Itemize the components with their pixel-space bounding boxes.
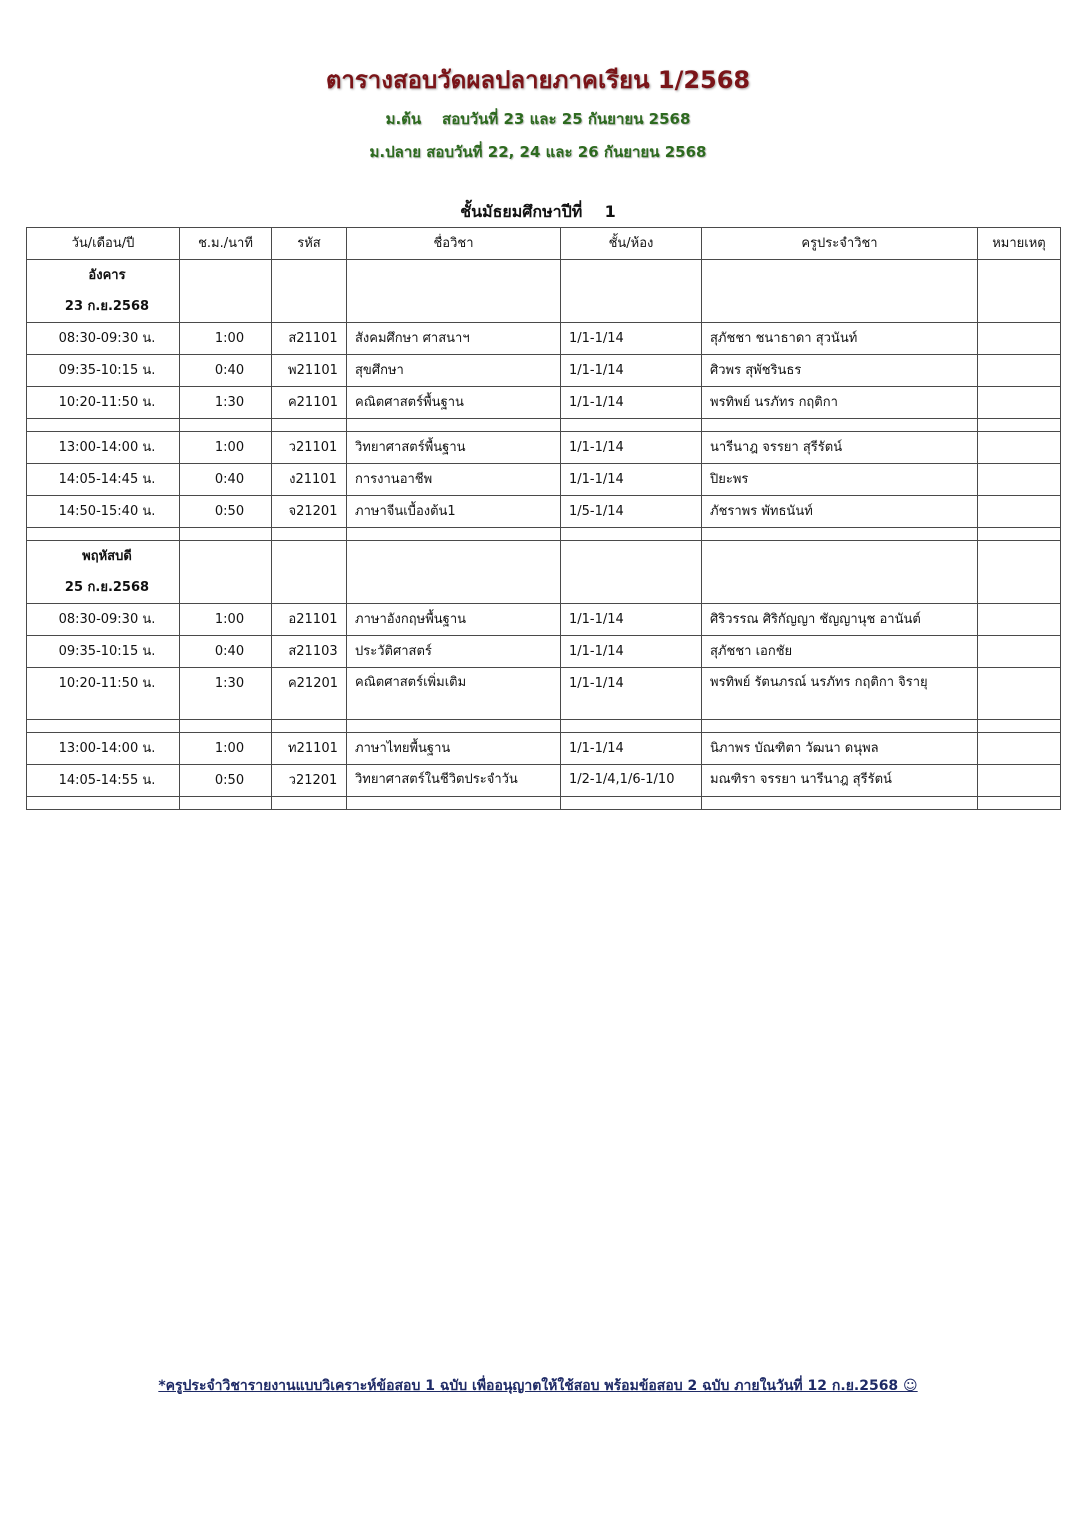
day-cell — [27, 541, 180, 604]
time-cell: 14:05-14:45 น. — [27, 464, 180, 496]
code-cell: ง21101 — [272, 464, 347, 496]
room-cell: 1/1-1/14 — [561, 604, 702, 636]
teacher-cell: สุภัชชา เอกชัย — [702, 636, 978, 668]
duration-cell: 1:30 — [180, 668, 272, 720]
day-date: 25 ก.ย.2568 — [64, 580, 150, 595]
time-cell: 08:30-09:30 น. — [27, 604, 180, 636]
table-row — [27, 668, 1061, 720]
time-cell: 13:00-14:00 น. — [27, 733, 180, 765]
table-row — [27, 323, 1061, 355]
time-cell: 09:35-10:15 น. — [27, 636, 180, 668]
day-date: 23 ก.ย.2568 — [64, 299, 150, 314]
subject-cell: ภาษาอังกฤษพื้นฐาน — [347, 604, 561, 636]
teacher-cell: ภัชราพร พัทธนันท์ — [702, 496, 978, 528]
exam-schedule-table — [26, 227, 1061, 810]
spacer-row — [27, 720, 1061, 733]
spacer-row — [27, 528, 1061, 541]
junior-exam-dates: ม.ต้น สอบวันที่ 23 และ 25 กันยายน 2568 — [385, 110, 691, 128]
duration-cell: 0:40 — [180, 464, 272, 496]
time-cell: 10:20-11:50 น. — [27, 387, 180, 419]
header-teacher: ครูประจำวิชา — [702, 228, 978, 260]
header-code: รหัส — [272, 228, 347, 260]
time-cell: 14:05-14:55 น. — [27, 765, 180, 797]
header-duration: ช.ม./นาที — [180, 228, 272, 260]
room-cell: 1/1-1/14 — [561, 323, 702, 355]
table-row — [27, 733, 1061, 765]
remark-cell — [978, 432, 1061, 464]
day-cell — [27, 260, 180, 323]
remark-cell — [978, 464, 1061, 496]
remark-cell — [978, 355, 1061, 387]
subject-cell: คณิตศาสตร์เพิ่มเติม — [347, 668, 561, 720]
table-row — [27, 765, 1061, 797]
room-cell: 1/1-1/14 — [561, 636, 702, 668]
table-row — [27, 432, 1061, 464]
day-row — [27, 260, 1061, 323]
teacher-cell: นิภาพร บัณฑิตา วัฒนา ดนุพล — [702, 733, 978, 765]
footer-note: *ครูประจำวิชารายงานแบบวิเคราะห์ข้อสอบ 1 ฉบับ เพื่ออนุญาตให้ใช้สอบ พร้อมข้อสอบ 2 ฉบับ ภายในวันที่ 12 ก.ย.2568 ☺ — [158, 1378, 918, 1394]
teacher-cell: ศิวพร สุพัชรินธร — [702, 355, 978, 387]
table-row — [27, 636, 1061, 668]
remark-cell — [978, 765, 1061, 797]
page-title: ตารางสอบวัดผลปลายภาคเรียน 1/2568 — [325, 66, 751, 94]
subject-cell: วิทยาศาสตร์พื้นฐาน — [347, 432, 561, 464]
header-subject: ชื่อวิชา — [347, 228, 561, 260]
table-header-row — [27, 228, 1061, 260]
subject-cell: ประวัติศาสตร์ — [347, 636, 561, 668]
duration-cell: 0:50 — [180, 496, 272, 528]
teacher-cell: นารีนาฎ จรรยา สุรีรัตน์ — [702, 432, 978, 464]
subject-cell: วิทยาศาสตร์ในชีวิตประจำวัน — [347, 765, 561, 797]
day-weekday: พฤหัสบดี — [82, 549, 132, 564]
day-row — [27, 541, 1061, 604]
duration-cell: 0:50 — [180, 765, 272, 797]
room-cell: 1/1-1/14 — [561, 733, 702, 765]
teacher-line-1: พรทิพย์ รัตนภรณ์ นรภัทร — [710, 675, 851, 690]
teacher-cell: สุภัชชา ชนาธาดา สุวนันท์ — [702, 323, 978, 355]
spacer-row — [27, 797, 1061, 810]
remark-cell — [978, 387, 1061, 419]
subject-cell: ภาษาไทยพื้นฐาน — [347, 733, 561, 765]
code-cell: จ21201 — [272, 496, 347, 528]
day-weekday: อังคาร — [88, 268, 126, 283]
grade-level-heading: ชั้นมัธยมศึกษาปีที่ 1 — [460, 202, 616, 221]
room-cell: 1/1-1/14 — [561, 668, 702, 720]
duration-cell: 1:00 — [180, 604, 272, 636]
senior-exam-dates: ม.ปลาย สอบวันที่ 22, 24 และ 26 กันยายน 2568 — [369, 143, 707, 161]
header-room: ชั้น/ห้อง — [561, 228, 702, 260]
time-cell: 14:50-15:40 น. — [27, 496, 180, 528]
time-cell: 09:35-10:15 น. — [27, 355, 180, 387]
duration-cell: 1:00 — [180, 733, 272, 765]
code-cell: ท21101 — [272, 733, 347, 765]
code-cell: อ21101 — [272, 604, 347, 636]
room-cell: 1/1-1/14 — [561, 387, 702, 419]
time-cell: 13:00-14:00 น. — [27, 432, 180, 464]
table-row — [27, 604, 1061, 636]
code-cell: ส21103 — [272, 636, 347, 668]
code-cell: พ21101 — [272, 355, 347, 387]
table-row — [27, 496, 1061, 528]
duration-cell: 0:40 — [180, 636, 272, 668]
duration-cell: 1:30 — [180, 387, 272, 419]
remark-cell — [978, 668, 1061, 720]
room-cell: 1/1-1/14 — [561, 432, 702, 464]
remark-cell — [978, 733, 1061, 765]
remark-cell — [978, 323, 1061, 355]
teacher-line-2: กฤติกา จิรายุ — [854, 675, 928, 690]
room-cell: 1/5-1/14 — [561, 496, 702, 528]
teacher-cell: ศิริวรรณ ศิริกัญญา ชัญญานุช อานันต์ — [702, 604, 978, 636]
room-cell: 1/1-1/14 — [561, 464, 702, 496]
remark-cell — [978, 604, 1061, 636]
teacher-cell: มณฑิรา จรรยา นารีนาฎ สุรีรัตน์ — [702, 765, 978, 797]
code-cell: ค21201 — [272, 668, 347, 720]
remark-cell — [978, 496, 1061, 528]
duration-cell: 1:00 — [180, 323, 272, 355]
table-row — [27, 464, 1061, 496]
code-cell: ส21101 — [272, 323, 347, 355]
teacher-cell: ปิยะพร — [702, 464, 978, 496]
table-row — [27, 387, 1061, 419]
header-remark: หมายเหตุ — [978, 228, 1061, 260]
teacher-cell — [702, 668, 978, 720]
header-date: วัน/เดือน/ปี — [27, 228, 180, 260]
code-cell: ว21201 — [272, 765, 347, 797]
remark-cell — [978, 636, 1061, 668]
time-cell: 10:20-11:50 น. — [27, 668, 180, 720]
code-cell: ค21101 — [272, 387, 347, 419]
room-cell: 1/1-1/14 — [561, 355, 702, 387]
time-cell: 08:30-09:30 น. — [27, 323, 180, 355]
spacer-row — [27, 419, 1061, 432]
subject-cell: สังคมศึกษา ศาสนาฯ — [347, 323, 561, 355]
teacher-cell: พรทิพย์ นรภัทร กฤติกา — [702, 387, 978, 419]
subject-cell: คณิตศาสตร์พื้นฐาน — [347, 387, 561, 419]
table-row — [27, 355, 1061, 387]
subject-cell: สุขศึกษา — [347, 355, 561, 387]
subject-cell: ภาษาจีนเบื้องต้น1 — [347, 496, 561, 528]
duration-cell: 0:40 — [180, 355, 272, 387]
room-cell: 1/2-1/4,1/6-1/10 — [561, 765, 702, 797]
duration-cell: 1:00 — [180, 432, 272, 464]
code-cell: ว21101 — [272, 432, 347, 464]
subject-cell: การงานอาชีพ — [347, 464, 561, 496]
